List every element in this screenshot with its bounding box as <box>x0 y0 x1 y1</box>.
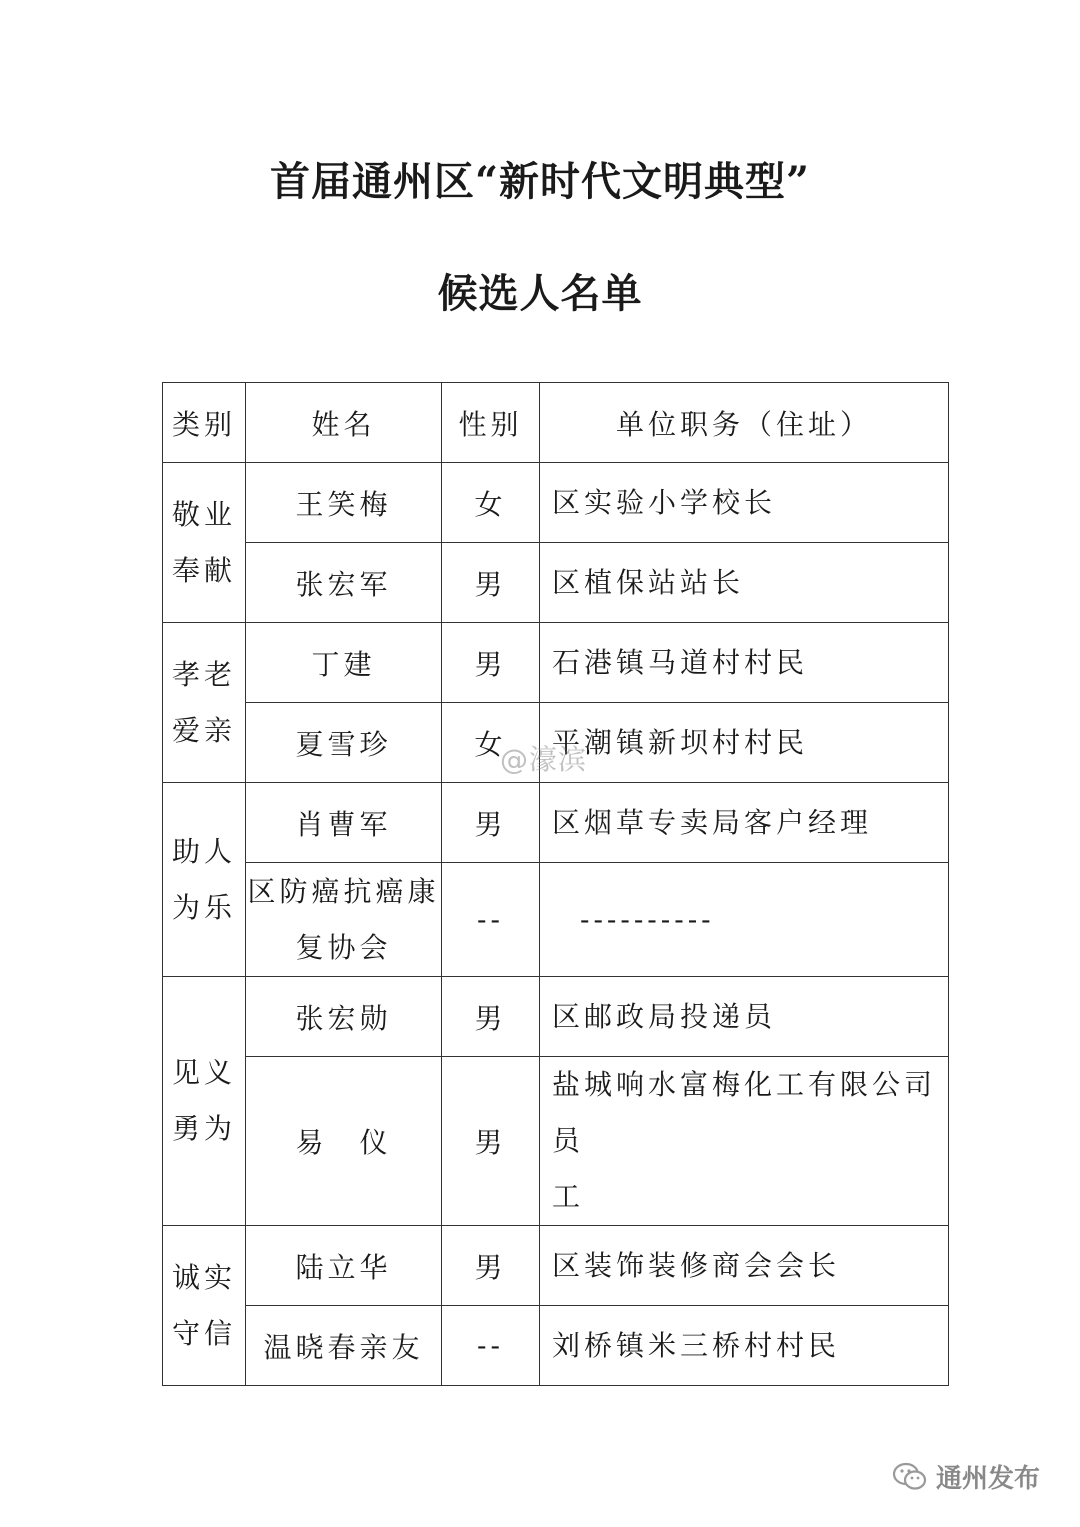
position-cell: 石港镇马道村村民 <box>540 623 949 703</box>
table-row <box>163 1226 949 1306</box>
table-row <box>163 543 949 623</box>
gender-cell: 男 <box>442 623 540 703</box>
position-cell: 区实验小学校长 <box>540 463 949 543</box>
position-cell: 区植保站站长 <box>540 543 949 623</box>
name-cell: 肖曹军 <box>246 783 442 863</box>
category-text: 勇为 <box>171 1112 236 1145</box>
name-cell: 夏雪珍 <box>246 703 442 783</box>
name-text: 区防癌抗癌康 <box>247 874 440 908</box>
position-text: 工 <box>552 1180 585 1213</box>
header-gender: 性别 <box>442 383 540 463</box>
table-row <box>163 1057 949 1226</box>
name-cell: 陆立华 <box>246 1226 442 1306</box>
brand-badge <box>892 1458 1040 1495</box>
category-text: 助人 <box>171 834 236 868</box>
position-cell: 区邮政局投递员 <box>540 977 949 1057</box>
name-cell: 王笑梅 <box>246 463 442 543</box>
name-cell: 张宏勋 <box>246 977 442 1057</box>
position-cell <box>540 1057 949 1226</box>
position-cell: ---------- <box>540 863 949 977</box>
category-text: 孝老 <box>171 657 236 691</box>
table-row <box>163 977 949 1057</box>
position-text: 盐城响水富梅化工有限公司员 <box>552 1068 937 1157</box>
watermark: @濠滨 <box>500 743 588 776</box>
category-text: 为乐 <box>171 890 236 924</box>
position-cell: 区装饰装修商会会长 <box>540 1226 949 1306</box>
gender-cell: 女 <box>442 463 540 543</box>
position-cell: 区烟草专卖局客户经理 <box>540 783 949 863</box>
gender-cell: 男 <box>442 1226 540 1306</box>
name-cell <box>246 863 442 977</box>
name-cell: 温晓春亲友 <box>246 1306 442 1386</box>
wechat-icon <box>892 1462 928 1492</box>
gender-cell: 男 <box>442 1057 540 1226</box>
category-cell <box>163 783 246 977</box>
name-cell: 丁建 <box>246 623 442 703</box>
table-row <box>163 863 949 977</box>
category-text: 守信 <box>171 1316 236 1350</box>
category-text: 见义 <box>171 1056 236 1089</box>
category-text: 奉献 <box>171 553 236 587</box>
category-text: 爱亲 <box>171 713 236 747</box>
gender-cell: 男 <box>442 783 540 863</box>
header-name: 姓名 <box>246 383 442 463</box>
gender-cell: -- <box>442 863 540 977</box>
category-text: 诚实 <box>171 1260 236 1294</box>
table-row <box>163 463 949 543</box>
candidate-table <box>162 382 949 1386</box>
gender-cell: 男 <box>442 543 540 623</box>
category-text: 敬业 <box>171 497 236 531</box>
gender-cell: -- <box>442 1306 540 1386</box>
header-category: 类别 <box>163 383 246 463</box>
table-row <box>163 623 949 703</box>
gender-cell: 女 <box>442 703 540 783</box>
brand-label: 通州发布 <box>936 1464 1041 1494</box>
header-position: 单位职务（住址） <box>540 383 949 463</box>
category-cell <box>163 623 246 783</box>
name-text: 复协会 <box>295 930 392 964</box>
page-subtitle: 候选人名单 <box>437 270 643 317</box>
position-cell: 平潮镇新坝村村民 <box>540 703 949 783</box>
category-cell <box>163 1226 246 1386</box>
table-row <box>163 1306 949 1386</box>
category-cell <box>163 977 246 1226</box>
name-cell: 张宏军 <box>246 543 442 623</box>
category-cell <box>163 463 246 623</box>
table-row <box>163 783 949 863</box>
position-cell: 刘桥镇米三桥村村民 <box>540 1306 949 1386</box>
name-cell: 易 仪 <box>246 1057 442 1226</box>
gender-cell: 男 <box>442 977 540 1057</box>
table-header-row <box>163 383 949 463</box>
page-title: 首届通州区“新时代文明典型” <box>269 158 810 205</box>
